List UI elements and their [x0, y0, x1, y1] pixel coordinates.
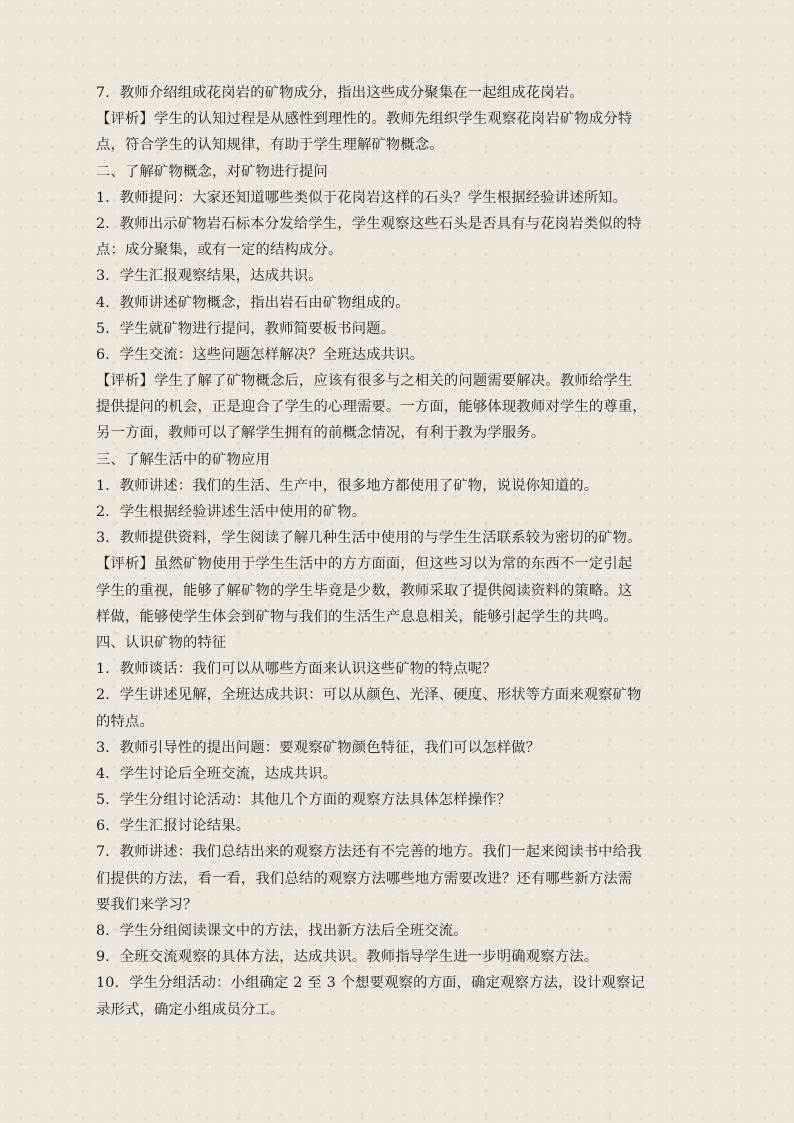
text-line: 1．教师谈话：我们可以从哪些方面来认识这些矿物的特点呢？ — [96, 661, 497, 678]
text-line: 提供提问的机会，正是迎合了学生的心理需要。一方面，能够体现教师对学生的尊重， — [96, 399, 647, 416]
text-line: 的特点。 — [96, 713, 154, 730]
text-line: 2．学生根据经验讲述生活中使用的矿物。 — [96, 504, 367, 520]
text-line: 样做，能够使学生体会到矿物与我们的生活生产息息相关，能够引起学生的共鸣。 — [96, 608, 618, 625]
text-line: 们提供的方法，看一看，我们总结的观察方法哪些地方需要改进？还有哪些新方法需 — [96, 870, 633, 887]
text-line: 8．学生分组阅读课文中的方法，找出新方法后全班交流。 — [96, 923, 468, 939]
text-line: 点：成分聚集，或有一定的结构成分。 — [96, 242, 343, 259]
text-line: 3．教师引导性的提出问题：要观察矿物颜色特征，我们可以怎样做？ — [96, 739, 541, 756]
text-line: 5．学生就矿物进行提问，教师简要板书问题。 — [96, 320, 396, 337]
text-line: 9．全班交流观察的具体方法，达成共识。教师指导学生进一步明确观察方法。 — [96, 949, 599, 966]
text-line: 7．教师介绍组成花岗岩的矿物成分，指出这些成分聚集在一起组成花岗岩。 — [96, 85, 584, 101]
text-line: 2．教师出示矿物岩石标本分发给学生，学生观察这些石头是否具有与花岗岩类似的特 — [96, 215, 642, 232]
text-line: 要我们来学习？ — [96, 896, 198, 913]
text-line: 6．学生汇报讨论结果。 — [96, 818, 251, 835]
text-line: 【评析】学生的认知过程是从感性到理性的。教师先组织学生观察花岗岩矿物成分特 — [96, 111, 633, 128]
text-line: 录形式，确定小组成员分工。 — [96, 1001, 285, 1018]
text-line: 6．学生交流：这些问题怎样解决？全班达成共识。 — [96, 346, 425, 363]
document-page — [96, 80, 700, 1023]
text-line: 4．教师讲述矿物概念，指出岩石由矿物组成的。 — [96, 294, 410, 311]
text-line: 另一方面，教师可以了解学生拥有的前概念情况，有利于教为学服务。 — [96, 425, 546, 442]
text-line: 【评析】学生了解了矿物概念后，应该有很多与之相关的问题需要解决。教师给学生 — [96, 373, 633, 390]
text-line: 1．教师提问：大家还知道哪些类似于花岗岩这样的石头？学生根据经验讲述所知。 — [96, 189, 628, 206]
text-line: 点，符合学生的认知规律，有助于学生理解矿物概念。 — [96, 137, 444, 154]
section-heading: 三、了解生活中的矿物应用 — [96, 451, 270, 468]
text-line: 1．教师讲述：我们的生活、生产中，很多地方都使用了矿物，说说你知道的。 — [96, 477, 599, 494]
section-heading: 二、了解矿物概念，对矿物进行提问 — [96, 163, 328, 180]
text-line: 4．学生讨论后全班交流，达成共识。 — [96, 765, 338, 782]
text-line: 7．教师讲述：我们总结出来的观察方法还有不完善的地方。我们一起来阅读书中给我 — [96, 844, 642, 861]
text-line: 3．教师提供资料，学生阅读了解几种生活中使用的与学生生活联系较为密切的矿物。 — [96, 530, 642, 547]
text-line: 学生的重视，能够了解矿物的学生毕竟是少数，教师采取了提供阅读资料的策略。这 — [96, 582, 633, 599]
section-heading: 四、认识矿物的特征 — [96, 634, 227, 651]
text-line: 【评析】虽然矿物使用于学生生活中的方方面面，但这些习以为常的东西不一定引起 — [96, 556, 633, 573]
text-line: 3．学生汇报观察结果，达成共识。 — [96, 268, 323, 285]
text-line: 10．学生分组活动：小组确定 2 至 3 个想要观察的方面，确定观察方法，设计观察记 — [96, 975, 646, 992]
text-line: 2．学生讲述见解，全班达成共识：可以从颜色、光泽、硬度、形状等方面来观察矿物 — [96, 687, 642, 704]
text-line: 5．学生分组讨论活动：其他几个方面的观察方法具体怎样操作？ — [96, 792, 512, 809]
